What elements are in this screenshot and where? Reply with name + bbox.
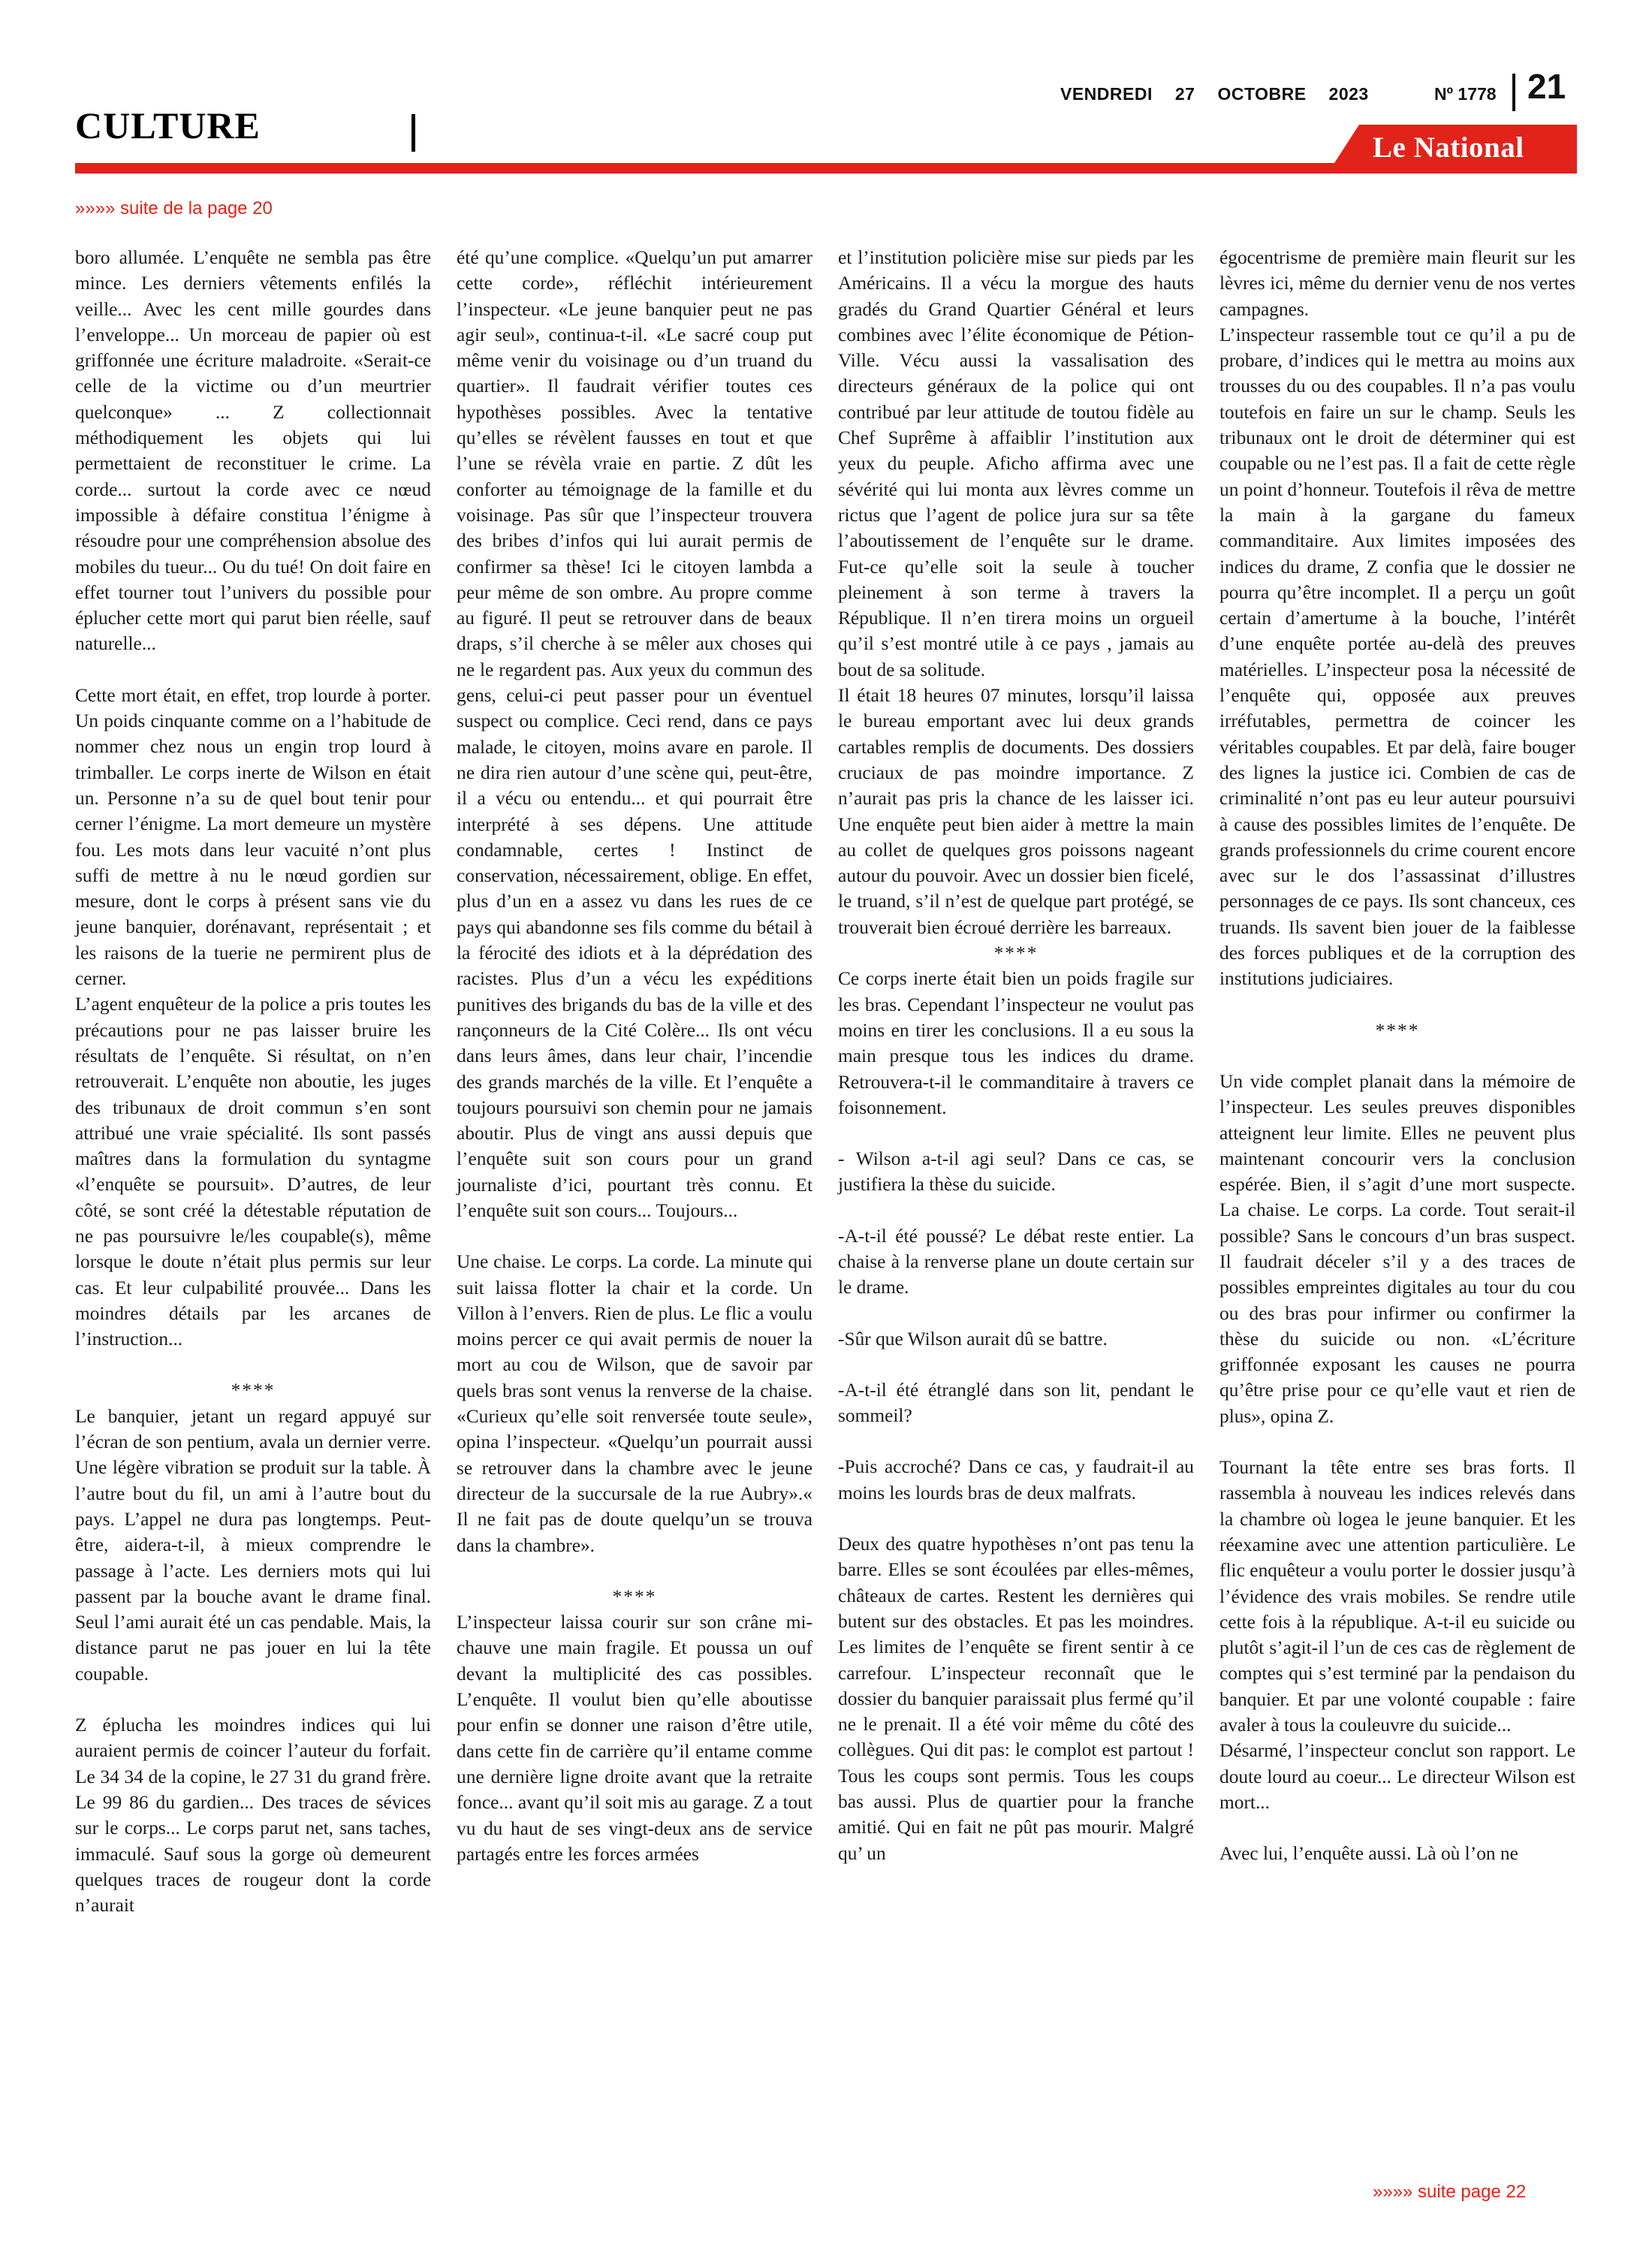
section-title: CULTURE — [75, 104, 261, 146]
continued-from-note: »»»» suite de la page 20 — [75, 198, 273, 219]
date-year: 2023 — [1328, 84, 1369, 104]
article-paragraph: -A-t-il été étranglé dans son lit, pendant le sommeil? — [838, 1379, 1194, 1427]
article-paragraph: égocentrisme de première main fleurit sur les lèvres ici, même du dernier venu de nos vertes campagnes. — [1219, 247, 1575, 320]
article-paragraph: -Sûr que Wilson aurait dû se battre. — [838, 1328, 1108, 1350]
article-paragraph: -Puis accroché? Dans ce cas, y faudrait-il au moins les lourds bras de deux malfrats. — [838, 1456, 1194, 1504]
article-paragraph: L’agent enquêteur de la police a pris toutes les précautions pour ne pas laisser bruire les résultats de l’enquête. Si résultat, on n’en retrouverait. L’enquête non aboutie, les juges des tribunaux de droit commun s’en sont attribué une vraie spécialité. Ils sont passés maîtres dans la formulation du syntagme «l’enquête se poursuit». D’autres, de leur côté, se sont créé la détestable réputation de ne pas poursuivre le/les coupable(s), même lorsque le doute n’était plus permis sur leur cas. Et leur culpabilité prouvée... Dans les moindres détails par les arcanes de l’instruction... — [75, 994, 431, 1350]
issue-number: Nº 1778 — [1434, 84, 1497, 104]
publication-name: Le National — [1373, 131, 1524, 164]
article-paragraph: -A-t-il été poussé? Le débat reste entier. La chaise à la renverse plane un doute certain sur le drame. — [838, 1225, 1194, 1298]
section-separator: **** — [993, 943, 1039, 964]
date-month: OCTOBRE — [1217, 84, 1307, 104]
article-paragraph: Ce corps inerte était bien un poids fragile sur les bras. Cependant l’inspecteur ne voulut pas moins en tirer les conclusions. Il a eu sous la main presque tous les indices du drame. Retrouvera-t-il le commanditaire à travers ce foisonnement. — [838, 968, 1194, 1118]
article-paragraph: Désarmé, l’inspecteur conclut son rapport. Le doute lourd au coeur... Le directeur Wilson est mort... — [1219, 1740, 1575, 1813]
article-paragraph: Deux des quatre hypothèses n’ont pas tenu la barre. Elles se sont écoulées par elles-mêmes, châteaux de cartes. Restent les dernières qui butent sur des obstacles. Et pas les moindres. Les limites de l’enquête se firent sentir à ce carrefour. L’inspecteur reconnaît que le dossier du banquier paraissait plus fermé qu’il ne le prenait. Il a été voir même du côté des collègues. Qui dit pas: le complot est partout ! Tous les coups sont permis. Tous les coups bas aussi. Plus de quartier pour la franche amitié. Qui en fait ne pût pas mourir. Malgré qu’ un — [838, 1534, 1194, 1864]
article-paragraph: Un vide complet planait dans la mémoire de l’inspecteur. Les seules preuves disponibles atteignent leur limite. Elles ne peuvent plus maintenant concourir vers la conclusion espérée. Bien, il s’agit d’une mort suspecte. La chaise. Le corps. La corde. Tout serait-il possible? Sans le concours d’un bras suspect. Il faudrait déceler s’il y a des traces de possibles empreintes digitales au tour du cou ou des bras pour infirmer ou confirmer la thèse du suicide ou non. «L’écriture griffonnée exposant les causes ne pourra qu’être prise pour ce qu’elle vaut et rien de plus», opina Z. — [1219, 1070, 1575, 1427]
article-paragraph: L’inspecteur laissa courir sur son crâne mi- chauve une main fragile. Et poussa un ouf devant la multiplicité des cas possibles. L’enquête. Il voulut bien qu’elle aboutisse pour enfin se donner une raison d’être utile, dans cette fin de carrière qu’il entame comme une dernière ligne droite avant que la retraite fonce... avant qu’il soit mis au garage. Z a tout vu du haut de ses vingt-deux ans de service partagés entre les forces armées — [457, 1612, 812, 1865]
article-paragraph: Cette mort était, en effet, trop lourde à porter. Un poids cinquante comme on a l’habitude de nommer chez nous un engin trop lourd à trimballer. Le corps inerte de Wilson en était un. Personne n’a su de quel bout tenir pour cerner l’énigme. La mort demeure un mystère fou. Les mots dans leur vacuité n’ont plus suffi de mettre à nu le nœud gordien sur mesure, dont le corps à présent sans vie du jeune banquier, dorénavant, représentait ; et les raisons de la tuerie ne permirent plus de cerner. — [75, 684, 431, 990]
continued-to-note: »»»» suite page 22 — [1373, 2182, 1527, 2202]
text-column-4 — [1219, 245, 1575, 1867]
section-separator: **** — [231, 1380, 276, 1401]
article-paragraph: Une chaise. Le corps. La corde. La minute qui suit laissa flotter la chair et la corde. Un Villon à l’envers. Rien de plus. Le flic a voulu moins percer ce qui avait permis de nouer la mort au cou de Wilson, que de savoir par quels bras sont venus la renverse de la chaise. «Curieux qu’elle soit renversée toute seule», opina l’inspecteur. «Quelqu’un pourrait aussi se retrouver dans la chambre avec le jeune directeur de la succursale de la rue Aubry».« Il ne fait pas de doute quelqu’un se trouva dans la chambre». — [457, 1251, 812, 1556]
article-paragraph: et l’institution policière mise sur pieds par les Américains. Il a vécu la morgue des hauts gradés du Grand Quartier Général et leurs combines avec l’élite économique de Pétion-Ville. Vécu aussi la vassalisation des directeurs généraux de la police qui ont contribué par leur attitude de toutou fidèle au Chef Suprême à affaiblir l’institution aux yeux du peuple. Aficho affirma avec une sévérité qui lui monta aux lèvres comme un rictus que l’agent de police jura sur sa tête l’aboutissement de l’enquête sur le drame. Fut-ce qu’elle soit la seule à toucher pleinement à son terme à travers la République. Il n’en tirera moins un orgueil qu’il s’est montré utile à ce pays , jamais au bout de sa solitude. — [838, 247, 1194, 680]
date-day: 27 — [1174, 84, 1195, 104]
section-separator: **** — [612, 1585, 657, 1607]
issue-date — [1060, 84, 1391, 104]
section-title-divider — [411, 114, 415, 152]
article-paragraph: Avec lui, l’enquête aussi. Là où l’on ne — [1219, 1843, 1518, 1865]
article-paragraph: L’inspecteur rassemble tout ce qu’il a pu de probare, d’indices qui le mettra au moins aux trousses du ou des coupables. Il n’a pas voulu toutefois en faire un sur le champ. Seuls les tribunaux ont le droit de déterminer qui est coupable ou ne l’est pas. Il a fait de cette règle un point d’honneur. Toutefois il rêva de mettre la main à la gargane du fameux commanditaire. Aux limites imposées des indices du drame, Z confia que le dossier ne pourra qu’être incomplet. Il a perçu un goût certain d’amertume à la bouche, l’intérêt d’une enquête portée au-delà des preuves matérielles. L’inspecteur posa la nécessité de l’enquête qui, opposée aux preuves irréfutables, permettra de coincer les véritables coupables. Et par delà, faire bouger des lignes la justice ici. Combien de cas de criminalité n’ont pas eu leur auteur poursuivi à cause des possibles limites de l’enquête. De grands professionnels du crime courent encore avec sur le dos l’assassinat d’illustres personnages de ce pays. Ils sont chanceux, ces truands. Ils savent bien jouer de la faiblesse des forces publiques et de la corruption des institutions judiciaires. — [1219, 324, 1575, 990]
text-column-3 — [838, 245, 1194, 1866]
article-paragraph: boro allumée. L’enquête ne sembla pas être mince. Les derniers vêtements enfilés la veille... Avec les cent mille gourdes dans l’enveloppe... Un morceau de papier où est griffonnée une écriture maladroite. «Serait-ce celle de la victime ou d’un meurtrier quelconque» ... Z collectionnait méthodiquement les objets qui lui permettaient de reconstituer le crime. La corde... surtout la corde avec ce nœud impossible à défaire constitua l’énigme à résoudre pour une compréhension absolue des mobiles du tueur... Ou du tué! On doit faire en effet tourner tout l’univers du possible pour éplucher cette mort qui parut bien réelle, sauf naturelle... — [75, 247, 431, 655]
article-paragraph: Il était 18 heures 07 minutes, lorsqu’il laissa le bureau emportant avec lui deux grands cartables remplis de documents. Des dossiers cruciaux de pas moindre importance. Z n’aurait pas pris la chance de les laisser ici. Une enquête peut bien aider à mettre la main au collet de quelques gros poissons nageant autour du pouvoir. Avec un dossier bien ficelé, le truand, s’il n’est de quelque part protégé, se trouverait bien écroué derrière les barreaux. — [838, 685, 1194, 938]
article-paragraph: Z éplucha les moindres indices qui lui auraient permis de coincer l’auteur du forfait. Le 34 34 de la copine, le 27 31 du grand frère. Le 99 86 du gardien... Des traces de sévices sur le corps... Le corps parut net, sans taches, immaculé. Sauf sous la gorge où demeurent quelques traces de rougeur dont la corde n’aurait — [75, 1715, 431, 1917]
article-paragraph: - Wilson a-t-il agi seul? Dans ce cas, se justifiera la thèse du suicide. — [838, 1148, 1194, 1196]
article-paragraph: Le banquier, jetant un regard appuyé sur l’écran de son pentium, avala un dernier verre. Une légère vibration se produit sur la table. À l’autre bout du fil, un ami à l’autre bout du pays. L’appel ne dura pas longtemps. Peut-être, aidera-t-il, à mieux comprendre le passage à l’acte. Les derniers mots qui lui passent par la bouche avant le drame final. Seul l’ami aurait été un cas pendable. Mais, la distance parut ne pas jouer en lui la tête coupable. — [75, 1405, 431, 1684]
text-column-1 — [75, 245, 431, 1918]
date-weekday: VENDREDI — [1060, 84, 1153, 104]
section-separator: **** — [1375, 1019, 1420, 1041]
page-number: 21 — [1527, 67, 1566, 106]
article-paragraph: Tournant la tête entre ses bras forts. Il rassembla à nouveau les indices relevés dans la chambre où logea le jeune banquier. Et les réexamine avec une attention particulière. Le flic enquêteur a voulu porter le dossier jusqu’à l’évidence des vrais mobiles. Se rendre utile cette fois à la république. A-t-il eu suicide ou plutôt s’agit-il l’un de ces cas de règlement de comptes qui s’est terminé par la pendaison du banquier. Et par une volonté coupable : faire avaler à tous la couleuvre du suicide... — [1219, 1457, 1575, 1736]
header-divider — [1512, 74, 1515, 111]
article-paragraph: été qu’une complice. «Quelqu’un put amarrer cette corde», réfléchit intérieurement l’inspecteur. «Le jeune banquier peut ne pas agir seul», continua-t-il. «Le sacré coup put même venir du voisinage ou d’un truand du quartier». Il faudrait vérifier toutes ces hypothèses possibles. Avec la tentative qu’elles se révèlent fausses en tout et que l’une se révèla vraie en partie. Z dût les conforter au témoignage de la famille et du voisinage. Pas sûr que l’inspecteur trouvera des bribes d’infos qui lui aurait permis de confirmer sa thèse! Ici le citoyen lambda a peur même de son ombre. Au propre comme au figuré. Il peut se retrouver dans de beaux draps, s’il cherche à se mêler aux choses qui ne le regardent pas. Aux yeux du commun des gens, celui-ci peut passer pour un éventuel suspect ou complice. Ceci rend, dans ce pays malade, le citoyen, moins avare en parole. Il ne dira rien autour d’une scène qui, peut-être, il a vécu ou entendu... et qui pourrait être interprété à ses dépens. Une attitude condamnable, certes ! Instinct de conservation, nécessairement, oblige. En effet, plus d’un en a assez vu dans les rues de ce pays qui abandonne ses fils comme du bétail à la férocité des idiots et à la déprédation des racistes. Plus d’un a vécu les expéditions punitives des brigands du bas de la ville et des rançonneurs de la Cité Colère... Ils ont vécu dans leurs âmes, dans leur chair, l’incendie des grands marchés de la ville. Et l’enquête a toujours poursuivi son chemin pour ne jamais aboutir. Plus de vingt ans aussi depuis que l’enquête suit son cours pour un grand journaliste d’ici, pourtant très connu. Et l’enquête suit son cours... Toujours... — [457, 247, 812, 1221]
text-column-2 — [457, 245, 812, 1867]
